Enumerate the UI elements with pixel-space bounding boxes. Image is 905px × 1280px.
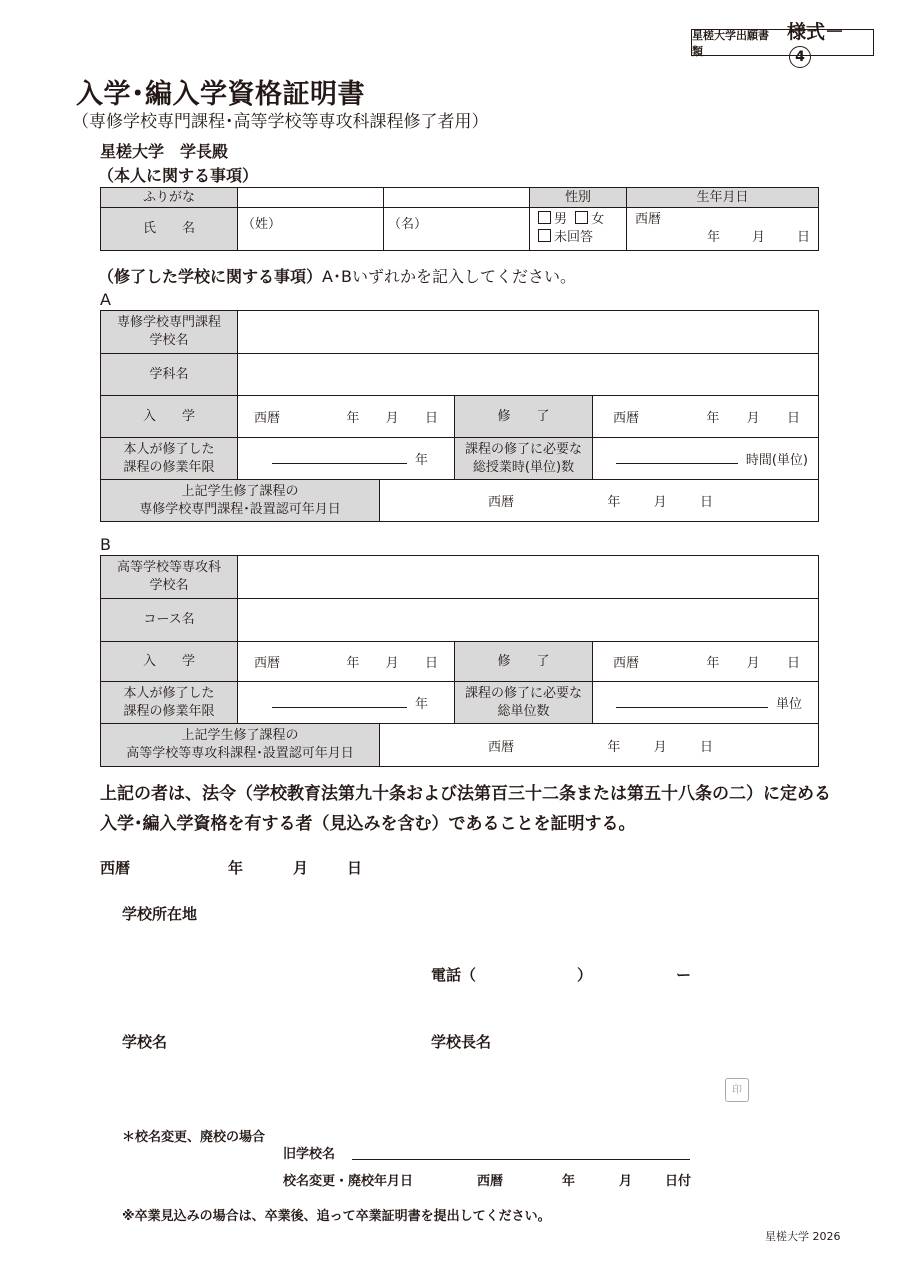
a-required-label: 課程の修了に必要な 総授業時(単位)数 <box>455 438 593 480</box>
given-name-field[interactable] <box>384 208 530 251</box>
b-course-field[interactable] <box>238 599 819 642</box>
b-approval-date[interactable] <box>380 724 819 767</box>
b-required-underline <box>616 697 768 708</box>
a-completion-era: 西暦 <box>613 411 640 426</box>
female-label: 女 <box>591 212 605 227</box>
birth-day: 日 <box>796 230 810 245</box>
b-admission-label: 入 学 <box>101 642 238 682</box>
furigana-given-field[interactable] <box>384 188 530 208</box>
a-completion-label: 修 了 <box>455 396 593 438</box>
b-years-label: 本人が修了した 課程の修業年限 <box>101 682 238 724</box>
a-completion-year: 年 <box>706 411 720 426</box>
a-dept-field[interactable] <box>238 354 819 396</box>
a-completion-date[interactable] <box>593 396 819 438</box>
a-years-label: 本人が修了した 課程の修業年限 <box>101 438 238 480</box>
b-approval-month: 月 <box>653 739 667 755</box>
principal-name-label: 学校長名 <box>431 1033 492 1051</box>
b-school-name-label: 高等学校等専攻科 学校名 <box>101 556 238 599</box>
a-admission-year: 年 <box>346 411 360 426</box>
a-school-name-field[interactable] <box>238 311 819 354</box>
cert-date-month: 月 <box>293 859 309 877</box>
b-completion-label: 修 了 <box>455 642 593 682</box>
change-date-month: 月 <box>619 1174 633 1189</box>
change-date-day: 日付 <box>665 1174 692 1189</box>
a-admission-month: 月 <box>385 411 399 426</box>
a-approval-era: 西暦 <box>488 495 515 510</box>
school-name-label: 学校名 <box>122 1033 168 1051</box>
old-school-name-label: 旧学校名 <box>283 1147 336 1162</box>
furigana-surname-field[interactable] <box>238 188 384 208</box>
a-completion-month: 月 <box>746 411 760 426</box>
a-approval-label: 上記学生修了課程の 専修学校専門課程･設置認可年月日 <box>101 480 380 522</box>
personal-table <box>100 187 819 251</box>
a-admission-label: 入 学 <box>101 396 238 438</box>
a-admission-era: 西暦 <box>254 411 281 426</box>
a-dept-label: 学科名 <box>101 354 238 396</box>
form-id-small: 星槎大学出願書類 <box>692 28 769 58</box>
given-name-label: （名） <box>388 217 428 232</box>
school-instruction: A･Bいずれかを記入してください。 <box>322 267 576 286</box>
section-school-title: （修了した学校に関する事項） <box>98 267 323 286</box>
footnote: ※卒業見込みの場合は、卒業後、追って卒業証明書を提出してください。 <box>122 1209 551 1224</box>
seal-mark: 印 <box>725 1078 749 1102</box>
b-years-underline <box>272 697 407 708</box>
school-a-table <box>100 310 819 522</box>
change-date-label: 校名変更・廃校年月日 <box>283 1174 414 1189</box>
school-address-label: 学校所在地 <box>122 905 198 923</box>
b-approval-day: 日 <box>699 739 713 755</box>
b-admission-day: 日 <box>424 656 438 671</box>
b-required-field[interactable] <box>593 682 819 724</box>
section-b-letter: B <box>100 535 111 554</box>
surname-field[interactable] <box>238 208 384 251</box>
b-completion-era: 西暦 <box>613 656 640 671</box>
a-approval-date[interactable] <box>380 480 819 522</box>
birth-year: 年 <box>706 230 720 245</box>
section-school-heading <box>98 264 576 287</box>
b-completion-year: 年 <box>706 656 720 671</box>
a-required-underline <box>616 453 738 464</box>
surname-label: （姓） <box>242 217 282 232</box>
addressee: 星槎大学 学長殿 <box>100 142 229 161</box>
a-completion-day: 日 <box>786 411 800 426</box>
no-answer-checkbox[interactable] <box>538 229 551 242</box>
phone-close-paren: ） <box>577 966 593 984</box>
b-years-unit: 年 <box>414 697 428 712</box>
b-approval-year: 年 <box>607 739 621 755</box>
page-title: 入学･編入学資格証明書 <box>76 79 365 110</box>
a-approval-day: 日 <box>699 495 713 510</box>
gender-label: 性別 <box>530 188 627 208</box>
b-school-name-field[interactable] <box>238 556 819 599</box>
a-years-field[interactable] <box>238 438 455 480</box>
male-label: 男 <box>554 212 568 227</box>
b-approval-label: 上記学生修了課程の 高等学校等専攻科課程･設置認可年月日 <box>101 724 380 767</box>
no-answer-label: 未回答 <box>554 230 594 245</box>
phone-dash: ー <box>676 966 692 984</box>
b-admission-year: 年 <box>346 656 360 671</box>
a-required-unit: 時間(単位) <box>745 453 808 468</box>
b-completion-month: 月 <box>746 656 760 671</box>
b-admission-date[interactable] <box>238 642 455 682</box>
b-admission-month: 月 <box>385 656 399 671</box>
gender-options <box>530 208 627 251</box>
name-label: 氏 名 <box>101 208 238 251</box>
old-school-name-line[interactable] <box>352 1159 690 1160</box>
cert-date-era: 西暦 <box>100 859 131 877</box>
b-completion-date[interactable] <box>593 642 819 682</box>
change-date-year: 年 <box>562 1174 576 1189</box>
cert-date-year: 年 <box>228 859 244 877</box>
b-admission-era: 西暦 <box>254 656 281 671</box>
birthdate-field[interactable] <box>627 208 819 251</box>
a-approval-year: 年 <box>607 495 621 510</box>
page-subtitle: （専修学校専門課程･高等学校等専攻科課程修了者用） <box>72 112 489 132</box>
a-years-underline <box>272 453 407 464</box>
b-completion-day: 日 <box>786 656 800 671</box>
a-required-field[interactable] <box>593 438 819 480</box>
section-a-letter: A <box>100 290 111 309</box>
phone-label: 電話（ <box>431 966 477 984</box>
b-required-unit: 単位 <box>775 697 802 712</box>
cert-date-day: 日 <box>347 859 363 877</box>
section-personal-title: （本人に関する事項） <box>98 166 259 185</box>
a-approval-month: 月 <box>653 495 667 510</box>
furigana-label: ふりがな <box>101 188 238 208</box>
birth-label: 生年月日 <box>627 188 819 208</box>
birth-month: 月 <box>751 230 765 245</box>
female-checkbox[interactable] <box>575 211 588 224</box>
change-date-era: 西暦 <box>477 1174 504 1189</box>
school-b-table <box>100 555 819 767</box>
form-number-circle: 4 <box>789 46 811 68</box>
name-change-note: ＊校名変更、廃校の場合 <box>122 1130 266 1145</box>
footer-text: 星槎大学 2026 <box>765 1230 841 1243</box>
form-id-box <box>691 21 874 65</box>
b-course-label: コース名 <box>101 599 238 642</box>
form-id-big: 様式－4 <box>787 17 867 68</box>
a-admission-date[interactable] <box>238 396 455 438</box>
b-approval-era: 西暦 <box>488 739 515 755</box>
birth-era: 西暦 <box>635 212 662 227</box>
certification-statement: 上記の者は、法令（学校教育法第九十条および法第百三十二条または第五十八条の二）に定める入学･編入学資格を有する者（見込みを含む）であることを証明する。 <box>100 784 831 834</box>
a-admission-day: 日 <box>424 411 438 426</box>
b-required-label: 課程の修了に必要な 総単位数 <box>455 682 593 724</box>
male-checkbox[interactable] <box>538 211 551 224</box>
b-years-field[interactable] <box>238 682 455 724</box>
a-school-name-label: 専修学校専門課程 学校名 <box>101 311 238 354</box>
a-years-unit: 年 <box>414 453 428 468</box>
